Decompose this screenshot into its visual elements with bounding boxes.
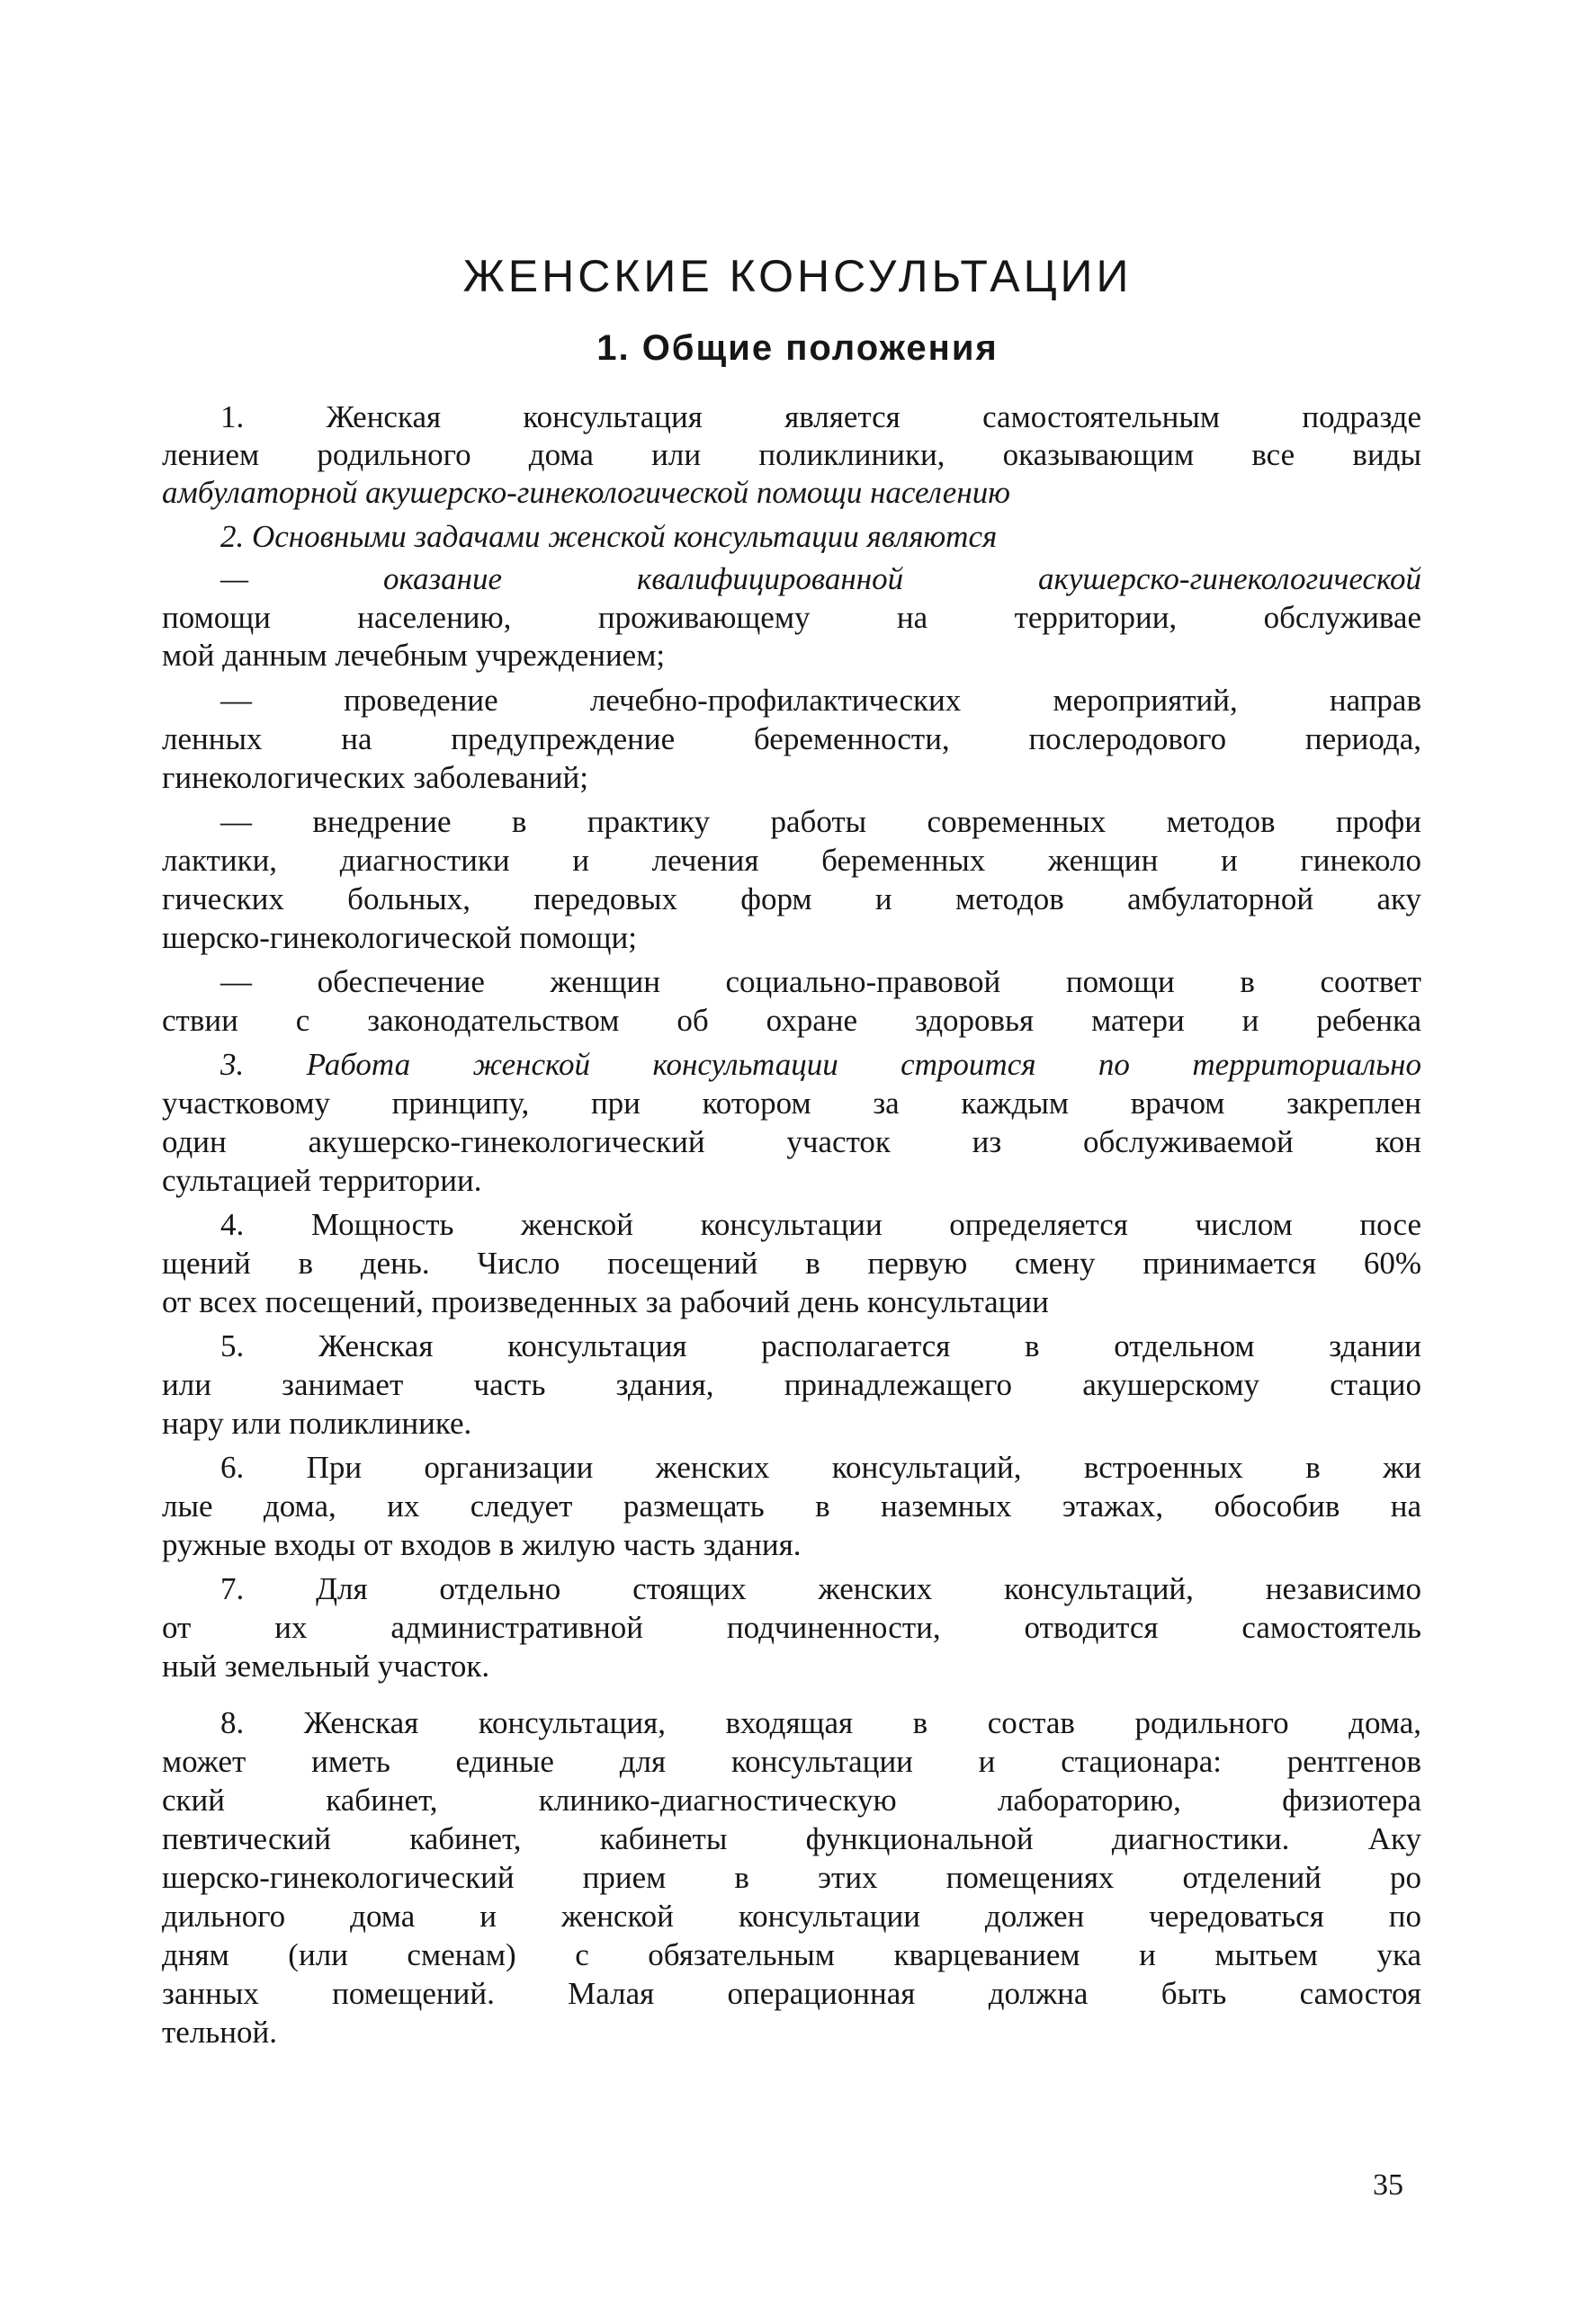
text-line: лактики, диагностики и лечения беременных женщин и гинеколо (162, 843, 1421, 878)
text-line: дильного дома и женской консультации должен чередоваться по (162, 1899, 1421, 1934)
text-line: ружные входы от входов в жилую часть здания. (162, 1527, 802, 1562)
text-line: участковому принципу, при котором за каждым врачом закреплен (162, 1086, 1421, 1121)
document-title: ЖЕНСКИЕ КОНСУЛЬТАЦИИ (462, 251, 1133, 301)
text-line: дням (или сменам) с обязательным кварцеванием и мытьем ука (162, 1937, 1421, 1972)
text-line: лением родильного дома или поликлиники, оказывающим все виды (162, 437, 1421, 472)
text-line: ленных на предупреждение беременности, послеродового периода, (162, 721, 1421, 756)
section-heading: 1. Общие положения (596, 328, 999, 368)
text-line: нару или поликлинике. (162, 1406, 472, 1441)
text-line: от их административной подчиненности, отводится самостоятель (162, 1610, 1421, 1645)
text-line: тельной. (162, 2015, 277, 2050)
text-line: может иметь единые для консультации и стационара: рентгенов (162, 1744, 1421, 1779)
text-line: 7. Для отдельно стоящих женских консультаций, независимо (220, 1571, 1421, 1606)
text-line: певтический кабинет, кабинеты функциональной диагностики. Аку (162, 1821, 1421, 1856)
text-line: занных помещений. Малая операционная должна быть самостоя (162, 1976, 1421, 2011)
text-line: — обеспечение женщин социально-правовой помощи в соответ (220, 964, 1421, 999)
text-line: ный земельный участок. (162, 1649, 490, 1684)
text-line: 6. При организации женских консультаций, встроенных в жи (220, 1450, 1421, 1485)
text-line: шерско-гинекологический прием в этих помещениях отделений ро (162, 1860, 1421, 1895)
text-line: 2. Основными задачами женской консультации являются (220, 519, 998, 554)
text-line: 1. Женская консультация является самостоятельным подразде (220, 399, 1421, 434)
text-line: от всех посещений, произведенных за рабочий день консультации (162, 1284, 1049, 1319)
text-line: 4. Мощность женской консультации определяется числом посе (220, 1207, 1421, 1242)
text-line: амбулаторной акушерско-гинекологической помощи населению (162, 475, 1010, 510)
text-line: или занимает часть здания, принадлежащего акушерскому стацио (162, 1367, 1421, 1402)
text-line: щений в день. Число посещений в первую смену принимается 60% (162, 1246, 1421, 1281)
text-line: помощи населению, проживающему на территории, обслуживае (162, 600, 1421, 635)
text-line: — оказание квалифицированной акушерско-гинекологической (220, 561, 1421, 596)
text-line: шерско-гинекологической помощи; (162, 920, 637, 955)
text-line: 8. Женская консультация, входящая в состав родильного дома, (220, 1705, 1421, 1740)
text-line: — внедрение в практику работы современных методов профи (220, 804, 1421, 839)
text-line: сультацией территории. (162, 1163, 482, 1198)
text-line: один акушерско-гинекологический участок из обслуживаемой кон (162, 1124, 1421, 1159)
text-line: 3. Работа женской консультации строится по территориально (220, 1047, 1421, 1082)
page-number: 35 (1373, 2168, 1403, 2202)
text-line: — проведение лечебно-профилактических мероприятий, направ (220, 683, 1421, 718)
text-line: мой данным лечебным учреждением; (162, 638, 666, 673)
text-line: гинекологических заболеваний; (162, 760, 588, 795)
text-line: 5. Женская консультация располагается в отдельном здании (220, 1328, 1421, 1363)
text-line: ствии с законодательством об охране здоровья матери и ребенка (162, 1003, 1421, 1038)
text-line: гических больных, передовых форм и методов амбулаторной аку (162, 881, 1421, 916)
text-line: лые дома, их следует размещать в наземных этажах, обособив на (162, 1488, 1421, 1524)
text-line: ский кабинет, клинико-диагностическую лабораторию, физиотера (162, 1783, 1421, 1818)
